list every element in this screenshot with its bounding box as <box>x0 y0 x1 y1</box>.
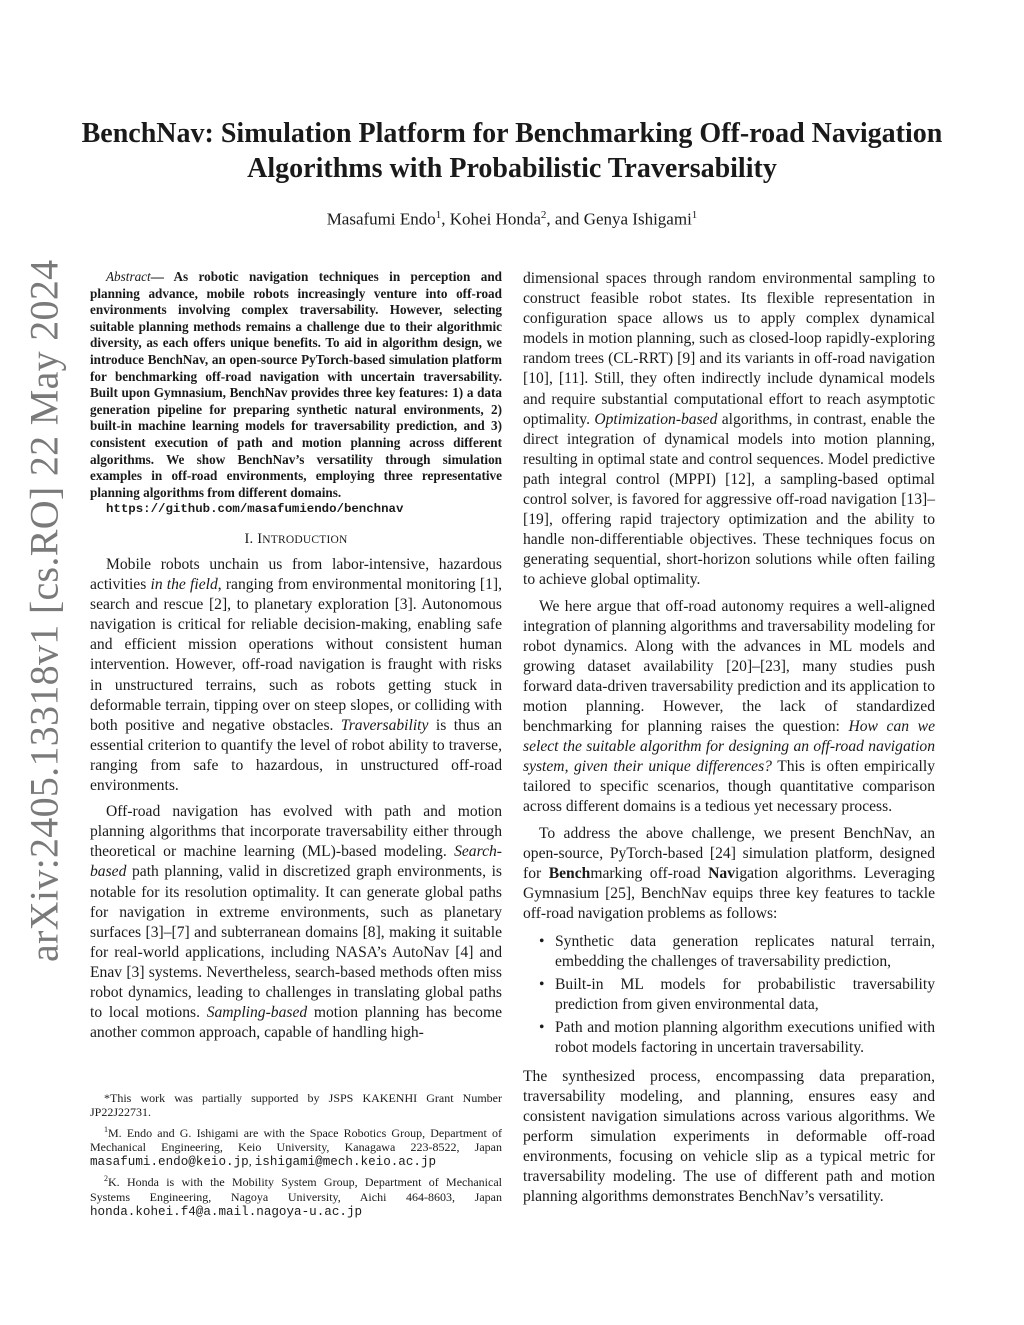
intro-paragraph-6: The synthesized process, encompassing data preparation, traversability modeling, and planning, ensures easy and consistent navigation simulations across various algorithms. We perform simulation experiments in deformable off-road environments, focusing on vehicle slip as a typical metric for traversability modeling. The use of different path and motion planning algorithms demonstrates BenchNav’s versatility. <box>523 1067 935 1206</box>
text-run: path planning, valid in discretized graph environments, is notable for its resolution optimality. It can generate global paths for navigation in extreme environments, such as planetary surfaces [3]–[7] and subterranean domains [8], making it suitable for real-world applications, including NASA’s AutoNav [4] and Enav [3] systems. Nevertheless, search-based methods often miss robot dynamics, leading to challenges in translating global paths to local motions. <box>90 863 502 1022</box>
text-run: motion planning has become another common approach, capable of handling high- <box>90 1004 502 1042</box>
text-run: is thus an essential criterion to quantify the level of robot ability to traverse, ranging from safe to hazardous, in unstructured off-road environments. <box>90 716 502 795</box>
affiliation-footnote-1 <box>90 1123 502 1170</box>
code-repository-link[interactable]: https://github.com/masafumiendo/benchnav <box>106 502 404 517</box>
title-line-2: Algorithms with Probabilistic Traversability <box>247 153 777 184</box>
emphasis: in the field <box>150 576 218 594</box>
footnote-separator: , <box>248 1154 255 1169</box>
email-link[interactable]: ishigami@mech.keio.ac.jp <box>254 1155 437 1170</box>
emphasis: Sampling-based <box>206 1004 308 1022</box>
text-run: Off-road navigation has evolved with path and motion planning algorithms that incorporate traversability either through theoretical or machine learning (ML)-based modeling. <box>90 803 502 861</box>
text-run: marking off-road <box>590 864 709 882</box>
footnotes <box>90 1091 502 1222</box>
author-affiliation-mark: 2 <box>540 209 547 221</box>
intro-paragraph-3 <box>523 269 935 591</box>
intro-paragraph-1 <box>90 555 502 796</box>
funding-footnote: *This work was partially supported by JSPS KAKENHI Grant Number JP22J22731. <box>90 1091 502 1120</box>
paper-title <box>60 116 964 186</box>
emphasis: Traversability <box>340 716 429 734</box>
email-link[interactable]: honda.kohei.f4@a.mail.nagoya-u.ac.jp <box>90 1205 363 1220</box>
list-item: • Built-in ML models for probabilistic traversability prediction from given environmental data, <box>537 975 935 1015</box>
intro-paragraph-5 <box>523 824 935 924</box>
emphasis: How can we select the suitable algorithm for designing an off-road navigation system, given their unique differences? <box>523 718 936 776</box>
text-run: This is often empirically tailored to specific scenarios, though quantitative comparison across different domains is a tedious yet necessary process. <box>523 758 935 816</box>
section-title-smallcaps: NTRODUCTION <box>262 533 348 546</box>
bold-text: Nav <box>708 864 735 882</box>
emphasis: Optimization-based <box>594 410 718 428</box>
text-run: algorithms, in contrast, enable the direct integration of dynamical models into motion planning, resulting in optimal state and control sequences. Model predictive path integral control (MPPI) [12], a sampling-based optimal control solver, is favored for aggressive off-road navigation [13]–[19], offering rapid trajectory optimization and the ability to handle non-differentiable objectives. These techniques focus on generating sequential, short-horizon solutions while often failing to achieve global optimality. <box>523 410 935 589</box>
text-run: We here argue that off-road autonomy requires a well-aligned integration of planning algorithms and traversability modeling for robot dynamics. Along with the advances in ML models and growing dataset availability [20]–[23], many studies push forward data-driven traversability prediction and its application to motion planning. However, the lack of standardized benchmarking for planning raises the question: <box>523 597 935 736</box>
abstract-text: As robotic navigation techniques in perception and planning advance, mobile robots increasingly venture into off-road environments involving complex traversability. However, selecting suitable planning methods remains a challenge due to their algorithmic diversity, as each offers unique benefits. To aid in algorithm design, we introduce BenchNav, an open-source PyTorch-based simulation platform for benchmarking off-road navigation with uncertain traversability. Built upon Gymnasium, BenchNav provides three key features: 1) a data generation pipeline for preparing synthetic natural environments, 2) built-in machine learning models for traversability prediction, and 3) consistent execution of path and motion planning across different algorithms. We show BenchNav’s versatility through simulation examples in off-road environments, employing three representative planning algorithms from different domains. <box>90 269 502 500</box>
email-link[interactable]: masafumi.endo@keio.jp <box>90 1155 249 1170</box>
abstract-label: Abstract <box>106 269 151 284</box>
list-item: • Synthetic data generation replicates natural terrain, embedding the challenges of traversability prediction, <box>537 932 935 972</box>
author-affiliation-mark: 1 <box>435 209 442 221</box>
abstract <box>90 269 502 518</box>
footnote-mark: 2 <box>104 1174 108 1184</box>
author-separator: , and <box>546 209 584 229</box>
intro-paragraph-2 <box>90 802 502 1043</box>
feature-list <box>537 932 935 1059</box>
abstract-dash: — <box>150 269 164 284</box>
section-title-initial: I <box>257 530 263 547</box>
intro-paragraph-4 <box>523 597 935 818</box>
author-affiliation-mark: 1 <box>691 209 698 221</box>
title-line-1: BenchNav: Simulation Platform for Benchmarking Off-road Navigation <box>81 118 943 149</box>
text-run: , ranging from environmental monitoring [1], search and rescue [2], to planetary exploration [3]. Autonomous navigation is critical for reliable decision-making, enabling safe and efficient mission operations without consistent human intervention. However, off-road navigation is fraught with risks in unstructured terrains, such as robots getting stuck in deformable terrain, tipping over on steep slopes, or colliding with both positive and negative obstacles. <box>90 576 502 734</box>
author-separator: , <box>441 209 450 229</box>
text-run: dimensional spaces through random environmental sampling to construct feasible robot states. Its flexible representation in configuration space allows us to apply complex dynamical models in motion planning, such as closed-loop rapidly-exploring random trees (CL-RRT) [9] and its variants in off-road navigation [10], [11]. Still, they often indirectly include dynamical models and require substantial computational effort to reach asymptotic optimality. <box>523 270 935 428</box>
author-list <box>60 209 964 230</box>
arxiv-identifier: arXiv:2405.13318v1 [cs.RO] 22 May 2024 <box>21 259 67 962</box>
list-item: • Path and motion planning algorithm executions unified with robot models factoring in uncertain traversability. <box>537 1018 935 1058</box>
right-column <box>523 269 935 1207</box>
section-heading-introduction <box>90 529 502 550</box>
bold-text: Bench <box>548 864 591 882</box>
footnote-text: M. Endo and G. Ishigami are with the Space Robotics Group, Department of Mechanical Engineering, Keio University, Kanagawa 223-8522, Japan <box>90 1125 502 1154</box>
footnote-text: K. Honda is with the Mobility System Group, Department of Mechanical Systems Engineering, Nagoya University, Aichi 464-8603, Japan <box>90 1175 502 1204</box>
author-name: Kohei Honda <box>449 209 541 229</box>
affiliation-footnote-2 <box>90 1172 502 1219</box>
text-run: igation algorithms. Leveraging Gymnasium [25], BenchNav equips three key features to tackle off-road navigation problems as follows: <box>523 864 935 922</box>
left-column <box>90 269 502 1043</box>
author-name: Genya Ishigami <box>583 209 692 229</box>
emphasis: Search-based <box>90 843 502 881</box>
text-run: To address the above challenge, we present BenchNav, an open-source, PyTorch-based [24] simulation platform, designed for <box>523 824 935 882</box>
text-run: Mobile robots unchain us from labor-intensive, hazardous activities <box>90 556 502 594</box>
footnote-mark: 1 <box>104 1124 108 1134</box>
author-name: Masafumi Endo <box>326 209 436 229</box>
section-number: I. <box>244 530 254 547</box>
